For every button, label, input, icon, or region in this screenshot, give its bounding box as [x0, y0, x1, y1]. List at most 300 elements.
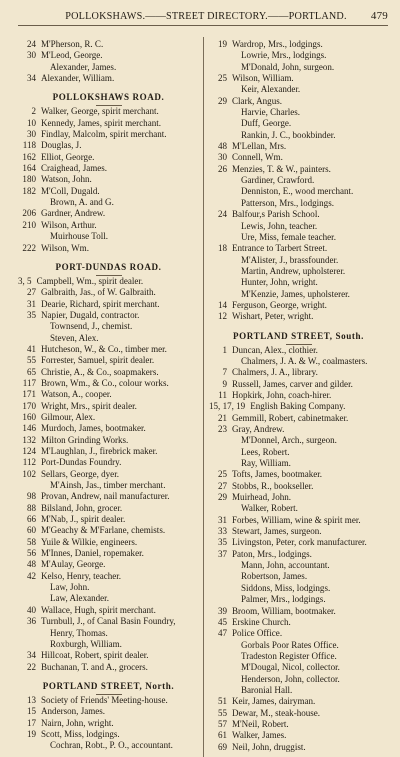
- house-number: 40: [26, 604, 36, 615]
- directory-entry: [18, 514, 199, 525]
- resident-name: Gardner, Andrew.: [41, 208, 106, 219]
- directory-entry: [18, 650, 199, 661]
- house-number: 10: [26, 117, 36, 128]
- resident-name: Mann, John, accountant.: [241, 560, 330, 571]
- house-number: 15, 17, 19: [209, 401, 246, 412]
- resident-name: Gilmour, Alex.: [41, 411, 96, 422]
- street-heading: PORTLAND STREET, North.: [42, 680, 175, 691]
- house-number: 30: [26, 50, 36, 61]
- page-header: [18, 0, 388, 26]
- directory-entry: [209, 696, 388, 707]
- house-number: 118: [22, 140, 36, 151]
- resident-name: Russell, James, carver and gilder.: [232, 378, 353, 389]
- house-number: 132: [22, 434, 36, 445]
- directory-entry: [18, 525, 199, 536]
- directory-entry: [18, 389, 199, 400]
- resident-name: Hillcoat, Robert, spirit dealer.: [41, 650, 149, 661]
- house-number: 69: [217, 741, 227, 752]
- resident-name: Wardrop, Mrs., lodgings.: [232, 39, 323, 49]
- house-number: [209, 62, 232, 73]
- directory-entry: [209, 164, 388, 175]
- resident-name: Walker, James.: [232, 730, 287, 741]
- directory-entry: [209, 503, 388, 514]
- house-number: 55: [26, 355, 36, 366]
- directory-entry: [209, 742, 388, 753]
- directory-entry: [18, 299, 199, 310]
- resident-name: Palmer, Mrs., lodgings.: [241, 594, 326, 605]
- directory-entry: [18, 639, 199, 650]
- directory-entry: [209, 424, 388, 435]
- resident-name: Stewart, James, surgeon.: [232, 526, 322, 537]
- house-number: 102: [22, 468, 36, 479]
- house-number: 41: [26, 343, 36, 354]
- directory-entry: [18, 718, 199, 729]
- section-spacer: [18, 84, 199, 89]
- house-number: [18, 231, 41, 242]
- resident-name: Keir, James, dairyman.: [232, 696, 316, 707]
- directory-entry: [18, 480, 199, 491]
- directory-entry: [209, 356, 388, 367]
- house-number: [209, 685, 232, 696]
- resident-name: Steven, Alex.: [50, 332, 99, 343]
- resident-name: Craighead, James.: [41, 163, 108, 174]
- house-number: [209, 84, 232, 95]
- resident-name: Alexander, William.: [41, 73, 115, 84]
- directory-entry: [18, 469, 199, 480]
- resident-name: Clark, Angus.: [232, 95, 283, 106]
- directory-entry: [209, 413, 388, 424]
- directory-entry: [209, 390, 388, 401]
- directory-entry: [209, 221, 388, 232]
- resident-name: Chalmers, J. A., library.: [232, 367, 318, 378]
- house-number: 45: [217, 616, 227, 627]
- house-number: [209, 266, 232, 277]
- resident-name: Buchanan, T. and A., grocers.: [41, 661, 148, 672]
- house-number: 48: [26, 559, 36, 570]
- directory-entry: [18, 276, 199, 287]
- directory-entry: [209, 583, 388, 594]
- directory-entry: [18, 39, 199, 50]
- resident-name: Wilson, William.: [232, 73, 294, 84]
- directory-entry: [18, 73, 199, 84]
- directory-entry: [18, 243, 199, 254]
- directory-entry: [18, 287, 199, 298]
- house-number: 31: [26, 298, 36, 309]
- house-number: [209, 594, 232, 605]
- resident-name: Forbes, William, wine & spirit mer.: [232, 514, 361, 525]
- house-number: 66: [26, 514, 36, 525]
- house-number: 31: [217, 514, 227, 525]
- house-number: [18, 628, 41, 639]
- resident-name: Galbraith, Jas., of W. Galbraith.: [41, 287, 156, 298]
- directory-entry: [18, 186, 199, 197]
- house-number: 57: [217, 718, 227, 729]
- resident-name: Siddons, Miss, lodgings.: [241, 582, 331, 593]
- directory-entry: [209, 730, 388, 741]
- directory-entry: [209, 300, 388, 311]
- directory-columns: [18, 39, 388, 753]
- resident-name: Turnbull, J., of Canal Basin Foundry,: [41, 616, 176, 627]
- resident-name: Brown, A. and G.: [50, 197, 114, 208]
- resident-name: Yuile & Wilkie, engineers.: [41, 536, 138, 547]
- directory-entry: [18, 355, 199, 366]
- house-number: 13: [26, 694, 36, 705]
- house-number: 15: [26, 706, 36, 717]
- resident-name: Anderson, James.: [41, 706, 106, 717]
- directory-entry: [209, 481, 388, 492]
- directory-entry: [18, 197, 199, 208]
- directory-entry: [209, 152, 388, 163]
- directory-entry: [18, 616, 199, 627]
- directory-entry: [18, 729, 199, 740]
- directory-entry: [209, 84, 388, 95]
- house-number: 25: [217, 73, 227, 84]
- section-spacer: [18, 254, 199, 259]
- house-number: 27: [26, 287, 36, 298]
- house-number: 33: [217, 526, 227, 537]
- house-number: 206: [22, 208, 36, 219]
- house-number: [18, 321, 41, 332]
- house-number: 146: [22, 423, 36, 434]
- resident-name: English Baking Company.: [250, 401, 346, 412]
- resident-name: Gorbals Poor Rates Office.: [241, 639, 339, 650]
- house-number: 34: [26, 650, 36, 661]
- directory-entry: [209, 50, 388, 61]
- resident-name: Broom, William, bootmaker.: [232, 605, 336, 616]
- resident-name: Dewar, M., steak-house.: [232, 707, 321, 718]
- resident-name: Muirhead, John.: [232, 492, 292, 503]
- directory-entry: [18, 310, 199, 321]
- house-number: 35: [217, 537, 227, 548]
- house-number: 55: [217, 707, 227, 718]
- resident-name: Provan, Andrew, nail manufacturer.: [41, 491, 170, 502]
- directory-entry: [18, 412, 199, 423]
- resident-name: Hopkirk, John, coach-hirer.: [232, 389, 332, 400]
- directory-entry: [209, 118, 388, 129]
- directory-entry: [209, 209, 388, 220]
- directory-entry: [209, 549, 388, 560]
- resident-name: Lees, Robert.: [241, 446, 290, 457]
- house-number: [209, 662, 232, 673]
- directory-entry: [18, 457, 199, 468]
- house-number: [209, 674, 232, 685]
- directory-entry: [209, 175, 388, 186]
- directory-entry: [18, 582, 199, 593]
- house-number: [209, 447, 232, 458]
- resident-name: Port-Dundas Foundry.: [41, 457, 122, 468]
- resident-name: Alexander, James.: [50, 61, 117, 72]
- directory-entry: [18, 50, 199, 61]
- resident-name: M'Ainsh, Jas., timber merchant.: [50, 480, 166, 491]
- house-number: [209, 232, 232, 243]
- house-number: [18, 62, 41, 73]
- house-number: [209, 130, 232, 141]
- house-number: 164: [22, 163, 36, 174]
- resident-name: Kennedy, James, spirit merchant.: [41, 117, 162, 128]
- directory-entry: [209, 594, 388, 605]
- directory-entry: [209, 662, 388, 673]
- resident-name: M'Dougal, Nicol, collector.: [241, 662, 340, 673]
- resident-name: Entrance to Tarbert Street.: [232, 243, 328, 254]
- directory-entry: [18, 695, 199, 706]
- directory-entry: [18, 537, 199, 548]
- directory-entry: [18, 435, 199, 446]
- resident-name: Dearie, Richard, spirit merchant.: [41, 298, 160, 309]
- resident-name: Kelso, Henry, teacher.: [41, 570, 122, 581]
- house-number: 26: [217, 163, 227, 174]
- directory-entry: [209, 435, 388, 446]
- resident-name: Milton Grinding Works.: [41, 434, 129, 445]
- directory-entry: [209, 469, 388, 480]
- house-number: [209, 255, 232, 266]
- directory-entry: [18, 706, 199, 717]
- directory-entry: [209, 617, 388, 628]
- resident-name: Society of Friends' Meeting-house.: [41, 694, 168, 705]
- house-number: 12: [217, 311, 227, 322]
- house-number: [18, 639, 41, 650]
- directory-entry: [209, 255, 388, 266]
- house-number: 51: [217, 696, 227, 707]
- house-number: [18, 197, 41, 208]
- directory-entry: [18, 378, 199, 389]
- directory-entry: [209, 311, 388, 322]
- house-number: 30: [217, 152, 227, 163]
- house-number: 42: [26, 570, 36, 581]
- resident-name: Ure, Miss, female teacher.: [241, 231, 336, 242]
- directory-entry: [209, 447, 388, 458]
- directory-entry: [18, 152, 199, 163]
- directory-entry: [18, 333, 199, 344]
- resident-name: Ferguson, George, wright.: [232, 299, 327, 310]
- resident-name: M'Neil, Robert.: [232, 718, 289, 729]
- house-number: 170: [22, 400, 36, 411]
- house-number: [209, 175, 232, 186]
- resident-name: Watson, John.: [41, 174, 92, 185]
- house-number: 112: [22, 457, 36, 468]
- directory-entry: [209, 708, 388, 719]
- house-number: [209, 583, 232, 594]
- directory-entry: [209, 537, 388, 548]
- house-number: 7: [222, 367, 227, 378]
- resident-name: Balfour,s Parish School.: [232, 209, 320, 220]
- directory-entry: [209, 39, 388, 50]
- directory-entry: [18, 593, 199, 604]
- resident-name: Harvie, Charles.: [241, 107, 301, 118]
- directory-entry: [209, 198, 388, 209]
- house-number: [209, 50, 232, 61]
- house-number: [18, 593, 41, 604]
- directory-entry: [209, 719, 388, 730]
- left-column: [18, 39, 203, 753]
- house-number: 23: [217, 424, 227, 434]
- directory-entry: [209, 277, 388, 288]
- directory-entry: [209, 560, 388, 571]
- resident-name: Gemmill, Robert, cabinetmaker.: [232, 412, 349, 423]
- directory-entry: [18, 321, 199, 332]
- resident-name: Robertson, James.: [241, 571, 308, 582]
- house-number: 65: [26, 366, 36, 377]
- house-number: 36: [26, 616, 36, 627]
- resident-name: Wright, Mrs., spirit dealer.: [41, 400, 137, 411]
- resident-name: Walker, Robert.: [241, 503, 298, 514]
- house-number: 39: [217, 605, 227, 616]
- house-number: [209, 651, 232, 662]
- directory-entry: [209, 379, 388, 390]
- directory-entry: [18, 220, 199, 231]
- directory-entry: [18, 605, 199, 616]
- resident-name: Walker, George, spirit merchant.: [41, 106, 159, 117]
- house-number: 58: [26, 536, 36, 547]
- resident-name: Murdoch, James, bootmaker.: [41, 423, 146, 434]
- resident-name: Law, John.: [50, 582, 90, 593]
- street-heading: PORT-DUNDAS ROAD.: [55, 261, 162, 272]
- house-number: 182: [22, 185, 36, 196]
- resident-name: Law, Alexander.: [50, 593, 109, 604]
- directory-entry: [18, 174, 199, 185]
- resident-name: Rankin, J. C., bookbinder.: [241, 129, 336, 140]
- house-number: [209, 221, 232, 232]
- resident-name: Tradeston Register Office.: [241, 650, 337, 661]
- house-number: [18, 333, 41, 344]
- house-number: 3, 5: [18, 275, 32, 286]
- house-number: [209, 503, 232, 514]
- resident-name: M'Geachy & M'Farlane, chemists.: [41, 525, 166, 536]
- section-spacer: [209, 323, 388, 328]
- house-number: 48: [217, 141, 227, 152]
- house-number: 25: [217, 469, 227, 480]
- resident-name: Nairn, John, wright.: [41, 717, 114, 728]
- directory-entry: [18, 231, 199, 242]
- column-divider: [203, 37, 204, 757]
- resident-name: M'Donnel, Arch., surgeon.: [241, 435, 337, 446]
- resident-name: Forrester, Samuel, spirit dealer.: [41, 355, 155, 366]
- resident-name: Neil, John, druggist.: [232, 741, 306, 752]
- house-number: 61: [217, 730, 227, 741]
- house-number: [209, 640, 232, 651]
- directory-entry: [209, 458, 388, 469]
- resident-name: Wilson, Arthur.: [41, 219, 97, 230]
- resident-name: M'Laughlan, J., firebrick maker.: [41, 446, 158, 456]
- house-number: 124: [22, 446, 36, 456]
- resident-name: Henry, Thomas.: [50, 627, 108, 638]
- directory-entry: [209, 492, 388, 503]
- resident-name: Paton, Mrs., lodgings.: [232, 548, 312, 559]
- house-number: 30: [26, 129, 36, 140]
- directory-entry: [18, 548, 199, 559]
- house-number: 24: [217, 209, 227, 220]
- house-number: [209, 107, 232, 118]
- house-number: 19: [217, 39, 227, 49]
- directory-entry: [18, 662, 199, 673]
- street-heading: PORTLAND STREET, South.: [233, 330, 364, 341]
- house-number: 27: [217, 480, 227, 491]
- house-number: 35: [26, 309, 36, 320]
- directory-entry: [18, 628, 199, 639]
- right-column: [203, 39, 388, 753]
- house-number: 56: [26, 548, 36, 559]
- resident-name: Christie, A., & Co., soapmakers.: [41, 366, 159, 377]
- resident-name: Duff, George.: [241, 118, 292, 129]
- resident-name: Cochran, Robt., P. O., accountant.: [50, 740, 173, 751]
- directory-entry: [18, 423, 199, 434]
- resident-name: Baronial Hall.: [241, 684, 293, 695]
- directory-entry: [209, 73, 388, 84]
- directory-entry: [18, 740, 199, 751]
- house-number: 18: [217, 243, 227, 254]
- resident-name: Muirhouse Toll.: [50, 231, 109, 242]
- house-number: [209, 186, 232, 197]
- house-number: 29: [217, 492, 227, 503]
- directory-entry: [209, 266, 388, 277]
- resident-name: Watson, A., cooper.: [41, 389, 112, 400]
- house-number: 60: [26, 525, 36, 536]
- directory-entry: [209, 186, 388, 197]
- directory-entry: [209, 674, 388, 685]
- resident-name: M'Aulay, George.: [41, 559, 106, 570]
- page-number: 479: [370, 10, 388, 22]
- resident-name: M'Donald, John, surgeon.: [241, 61, 335, 72]
- house-number: 160: [22, 411, 36, 422]
- directory-entry: [209, 651, 388, 662]
- directory-entry: [209, 367, 388, 378]
- directory-entry: [18, 344, 199, 355]
- house-number: 19: [26, 728, 36, 739]
- resident-name: Livingston, Peter, cork manufacturer.: [232, 537, 367, 548]
- resident-name: Menzies, T. & W., painters.: [232, 163, 331, 174]
- directory-entry: [209, 345, 388, 356]
- house-number: 88: [26, 502, 36, 513]
- resident-name: Wallace, Hugh, spirit merchant.: [41, 604, 156, 615]
- resident-name: Hutcheson, W., & Co., timber mer.: [41, 343, 167, 354]
- resident-name: Ray, William.: [241, 458, 291, 469]
- directory-entry: [18, 118, 199, 129]
- house-number: [209, 356, 232, 367]
- resident-name: Henderson, John, collector.: [241, 673, 340, 684]
- resident-name: Police Office.: [232, 628, 283, 639]
- house-number: 47: [217, 628, 227, 639]
- resident-name: Tofts, James, bootmaker.: [232, 469, 323, 480]
- house-number: 1: [222, 344, 227, 355]
- street-heading: POLLOKSHAWS ROAD.: [52, 92, 165, 103]
- house-number: 29: [217, 95, 227, 106]
- resident-name: Napier, Dugald, contractor.: [41, 309, 140, 320]
- house-number: [18, 582, 41, 593]
- directory-entry: [18, 129, 199, 140]
- directory-entry: [18, 503, 199, 514]
- resident-name: M'Alister, J., brassfounder.: [241, 254, 339, 265]
- resident-name: Wilson, Wm.: [41, 242, 89, 253]
- resident-name: Douglas, J.: [41, 140, 82, 151]
- directory-entry: [18, 140, 199, 151]
- resident-name: Roxburgh, William.: [50, 638, 122, 649]
- house-number: 117: [22, 377, 36, 388]
- house-number: 22: [26, 661, 36, 672]
- resident-name: M'Lellan, Mrs.: [232, 141, 287, 152]
- house-number: [209, 289, 232, 300]
- resident-name: Denniston, E., wood merchant.: [241, 186, 354, 197]
- resident-name: Wishart, Peter, wright.: [232, 311, 314, 322]
- directory-entry: [18, 163, 199, 174]
- directory-entry: [18, 491, 199, 502]
- directory-entry: [209, 571, 388, 582]
- resident-name: Bilsland, John, grocer.: [41, 502, 123, 513]
- resident-name: Martin, Andrew, upholsterer.: [241, 265, 346, 276]
- resident-name: Townsend, J., chemist.: [50, 321, 133, 332]
- house-number: 11: [218, 389, 227, 400]
- house-number: 9: [222, 378, 227, 389]
- resident-name: Chalmers, J. A. & W., coalmasters.: [241, 355, 368, 366]
- resident-name: Campbell, Wm., spirit dealer.: [36, 275, 144, 286]
